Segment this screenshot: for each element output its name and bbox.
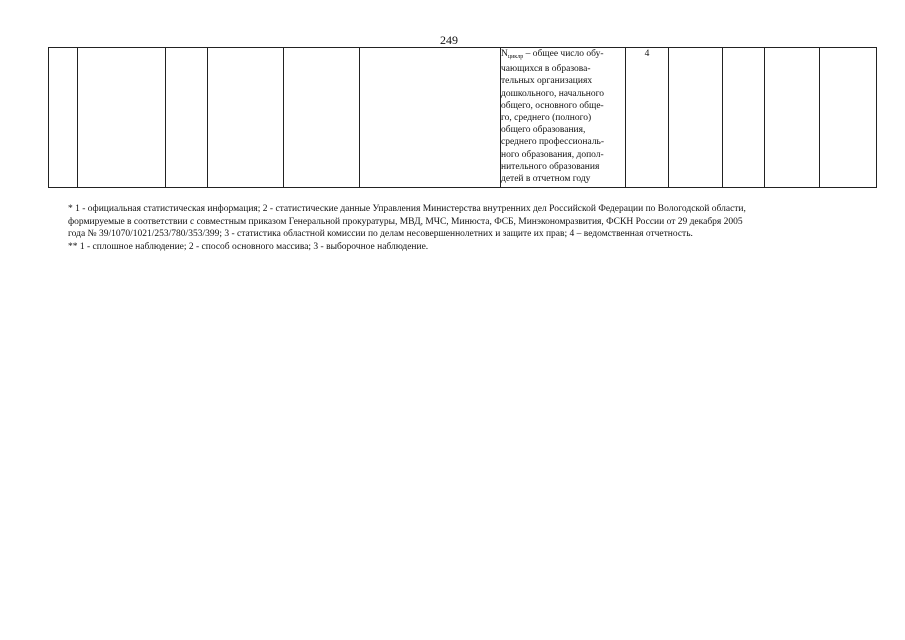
description-line: общего, основного обще- [501,100,604,111]
footnote-line: формируемые в соответствии с совместным приказом Генеральной прокуратуры, МВД, МЧС, Минюста, ФСБ, Минэкономразвития, ФСКН России от 29 декабря 2005 [68,216,743,227]
description-line: ного образования, допол- [501,149,604,160]
footnote-sources [68,203,868,241]
description-line: дошкольного, начального [501,88,605,99]
table-cell [208,48,284,188]
table-cell [360,48,501,188]
indicator-table [48,47,877,188]
description-first-line-rest: – общее число обу- [523,49,604,59]
description-line: тельных организациях [501,76,593,87]
description-line: детей в отчетном году [501,174,591,185]
table-cell-source-code: 4 [626,48,669,188]
description-line: общего образования, [501,125,586,136]
table-cell-unit [166,48,208,188]
table-cell-number [49,48,78,188]
description-first-line [501,48,625,63]
table-cell-indicator [78,48,166,188]
page-number: 249 [440,33,458,47]
table-cell [284,48,360,188]
description-subscript: циклр [507,54,524,60]
footnote-line: * 1 - официальная статистическая информация; 2 - статистические данные Управления Министерства внутренних дел Российской Федерации по Вологодской области, [68,204,746,214]
footnote-line: года № 39/1070/1021/253/780/353/399; 3 - статистика областной комиссии по делам несовершеннолетних и защите их прав; 4 – ведомственная отчетность. [68,229,693,239]
description-line: нительного образования [501,161,600,172]
description-symbol: N [501,49,508,59]
table-cell [723,48,765,188]
table-cell [820,48,877,188]
footnotes [68,203,868,253]
description-line: среднего профессиональ- [501,137,605,148]
description-line: го, среднего (полного) [501,113,592,124]
table-cell [765,48,820,188]
table-cell [669,48,723,188]
description-line: чающихся в образова- [501,64,591,75]
footnote-observation-methods: ** 1 - сплошное наблюдение; 2 - способ основного массива; 3 - выборочное наблюдение. [68,241,429,252]
table-cell-description [501,48,626,188]
table-row [49,48,877,188]
